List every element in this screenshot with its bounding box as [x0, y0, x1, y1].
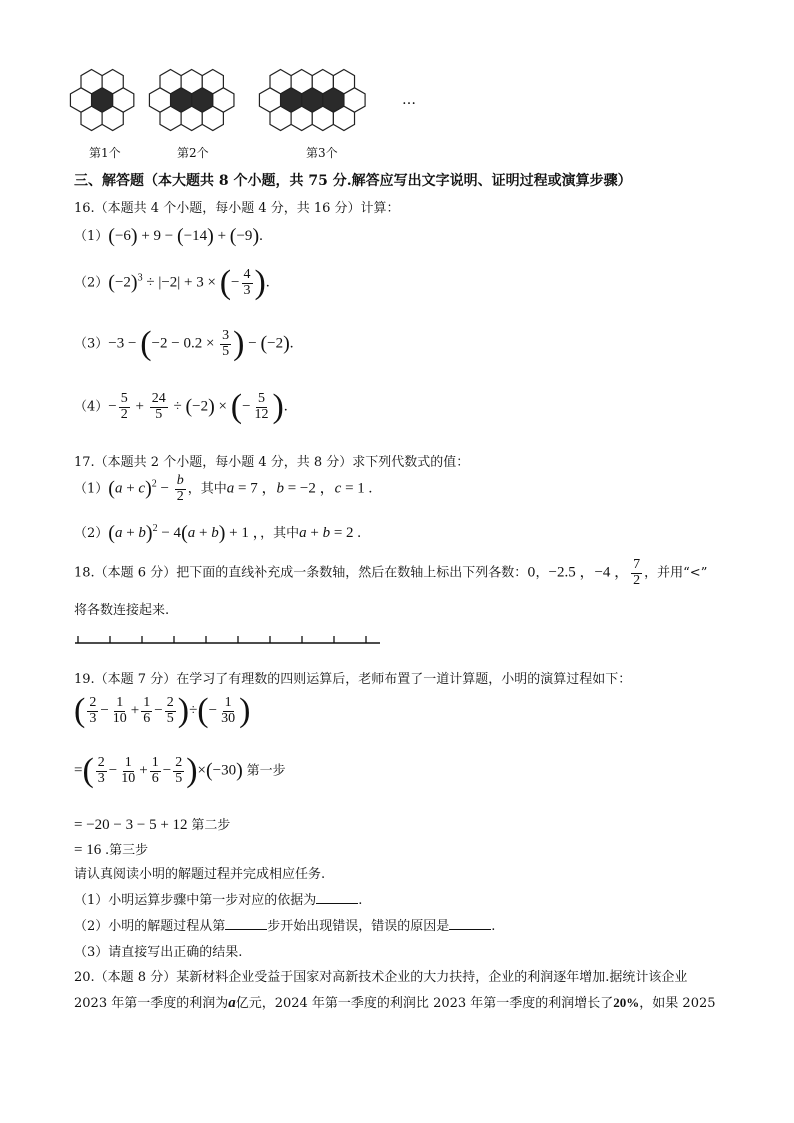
dark-hexagon — [192, 88, 213, 112]
q17-item-1: $(1)(a + c)^2$ − $\frac{b}{2}$ ，其中a = 7 ，b = −2 ，c = 1 . — [74, 473, 373, 504]
figure-label-3: 第3个 — [306, 146, 338, 160]
dark-hexagon — [92, 88, 113, 112]
q19-step-1: =( $\frac{2}{3}$ − $\frac{1}{10}$ + $\frac{1}{6}$ − $\frac{2}{5}$ )×(−30) 第一步 — [74, 752, 286, 789]
q19-step-3: = 16 .第三步 — [74, 842, 149, 858]
blank-3[interactable] — [449, 929, 491, 930]
q19-read: 请认真阅读小明的解题过程并完成相应任务. — [74, 867, 326, 882]
q19-task-2: （2）小明的解题过程从第 步开始出现错误，错误的原因是 . — [74, 919, 496, 934]
blank-1[interactable] — [316, 903, 358, 904]
light-hexagon — [70, 88, 91, 112]
section-heading: 三、解答题（本大题共 8 个小题，共 75 分.解答应写出文字说明、证明过程或演算步骤） — [74, 173, 632, 189]
q19-header: 19.（本题 7 分）在学习了有理数的四则运算后，老师布置了一道计算题，小明的演算过程如下： — [74, 672, 632, 687]
q20-line-2: 2023 年第一季度的利润为a亿元，2024 年第一季度的利润比 2023 年第一季度的利润增长了20%，如果 2025 — [74, 995, 716, 1011]
q17-header: 17.（本题共 2 个小题，每小题 4 分，共 8 分）求下列代数式的值： — [74, 455, 470, 470]
q16-item-2: $(2)(-2)^3 \div |-2| + 3$ × (− $\frac{4}{3}$ ). — [74, 264, 270, 301]
light-hexagon — [344, 88, 365, 112]
light-hexagon — [259, 88, 280, 112]
q19-task-1: （1）小明运算步骤中第一步对应的依据为 . — [74, 893, 363, 908]
figure-ellipsis: … — [402, 92, 416, 108]
number-line — [70, 628, 390, 648]
light-hexagon — [213, 88, 234, 112]
q20-line-1: 20.（本题 8 分）某新材料企业受益于国家对高新技术企业的大力扶持，企业的利润逐年增加.据统计该企业 — [74, 970, 688, 985]
figure-label-1: 第1个 — [89, 146, 121, 160]
q18-line-1: 18.（本题 6 分）把下面的直线补充成一条数轴，然后在数轴上标出下列各数：0，−2.5 ，−4 ， $\frac{7}{2}$ ，并用“<” — [74, 557, 708, 588]
dark-hexagon — [281, 88, 302, 112]
hexagon-pattern-figure — [60, 66, 420, 138]
q18-line-2: 将各数连接起来. — [74, 603, 170, 618]
dark-hexagon — [323, 88, 344, 112]
light-hexagon — [113, 88, 134, 112]
q19-step-2: = −20 − 3 − 5 + 12 第二步 — [74, 817, 231, 833]
blank-2[interactable] — [225, 929, 267, 930]
q16-item-4: （4）− $\frac{5}{2}$ + $\frac{24}{5}$ ÷ (−2) × (− $\frac{5}{12}$ ). — [74, 388, 288, 425]
q16-item-3: （3）−3 − (−2 − 0.2 × $\frac{3}{5}$ ) − (−2). — [74, 325, 294, 362]
q19-task-3: （3）请直接写出正确的结果. — [74, 945, 243, 960]
dark-hexagon — [171, 88, 192, 112]
q16-header: 16.（本题共 4 个小题，每小题 4 分，共 16 分）计算： — [74, 201, 400, 216]
q16-item-1: （1）(−6) + 9 − (−14) + (−9). — [74, 225, 263, 248]
q19-expression: ( $\frac{2}{3}$ − $\frac{1}{10}$ + $\frac{1}{6}$ − $\frac{2}{5}$ )÷(− $\frac{1}{30}$ ) — [74, 692, 251, 729]
light-hexagon — [149, 88, 170, 112]
figure-label-2: 第2个 — [177, 146, 209, 160]
q17-item-2: $(2)(a + b)^2 - 4(a + b) + 1$ ，，其中a + b = 2 . — [74, 522, 362, 545]
dark-hexagon — [302, 88, 323, 112]
